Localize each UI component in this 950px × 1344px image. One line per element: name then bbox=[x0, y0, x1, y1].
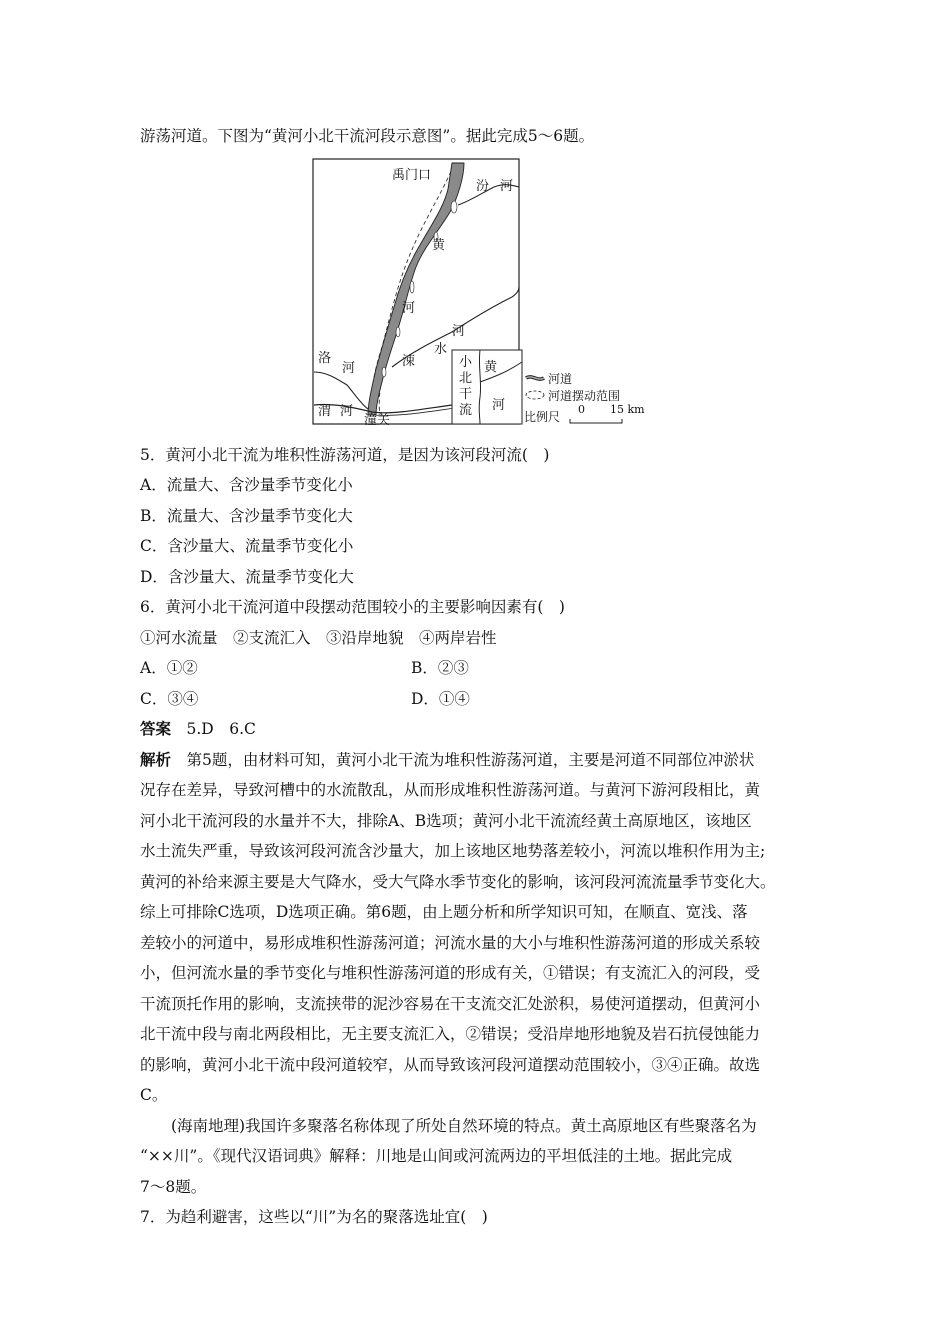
label-fen: 汾 bbox=[476, 179, 490, 194]
passage-line-3: 7～8题。 bbox=[140, 1178, 207, 1196]
inset-xiao: 小 bbox=[459, 355, 473, 370]
analysis-text-8: 小，但河流水量的季节变化与堆积性游荡河道的形成有关，①错误；有支流汇入的河段，受 bbox=[140, 964, 761, 982]
inset-gan: 干 bbox=[459, 387, 473, 402]
yellow-river-map bbox=[312, 157, 652, 429]
q5-option-c: C．含沙量大、流量季节变化小 bbox=[140, 537, 354, 555]
q7-stem: 7．为趋利避害，这些以“川”为名的聚落选址宜( ) bbox=[140, 1208, 488, 1226]
label-he-su: 河 bbox=[452, 324, 466, 339]
q5-stem: 5．黄河小北干流为堆积性游荡河道，是因为该河段河流( ) bbox=[140, 446, 550, 464]
q6-option-b: B．②③ bbox=[411, 659, 469, 677]
q5-option-d: D．含沙量大、流量季节变化大 bbox=[140, 568, 354, 586]
q5-option-a: A．流量大、含沙量季节变化小 bbox=[140, 476, 353, 494]
analysis-line-1 bbox=[140, 749, 754, 771]
scale-value: 15 km bbox=[610, 403, 645, 416]
scale-label: 比例尺 bbox=[524, 410, 561, 424]
inset-liu: 流 bbox=[459, 403, 473, 418]
analysis-label: 解析 bbox=[140, 750, 172, 769]
analysis-text-7: 差较小的河道中，易形成堆积性游荡河道；河流水量的大小与堆积性游荡河道的形成关系较 bbox=[140, 934, 761, 952]
answer-label: 答案 bbox=[140, 719, 172, 738]
analysis-text-5: 黄河的补给来源主要是大气降水，受大气降水季节变化的影响，该河段河流流量季节变化大。 bbox=[140, 873, 776, 891]
answer-text: 5.D 6.C bbox=[171, 720, 256, 738]
legend bbox=[524, 372, 645, 424]
q6-option-d: D．①④ bbox=[411, 690, 470, 708]
analysis-text-10: 北干流中段与南北两段相比，无主要支流汇入，②错误；受沿岸地形地貌及岩石抗侵蚀能力 bbox=[140, 1025, 761, 1043]
inset-huang: 黄 bbox=[484, 360, 498, 375]
label-huang: 黄 bbox=[432, 238, 446, 253]
q6-stem: 6．黄河小北干流河道中段摆动范围较小的主要影响因素有( ) bbox=[140, 598, 565, 616]
legend-range: 河道摆动范围 bbox=[548, 389, 621, 403]
analysis-text-2: 况存在差异，导致河槽中的水流散乱，从而形成堆积性游荡河道。与黄河下游河段相比，黄 bbox=[140, 781, 761, 799]
passage-line-2: “××川”。《现代汉语词典》解释：川地是山间或河流两边的平坦低洼的土地。据此完成 bbox=[140, 1147, 733, 1165]
label-yumenkou: 禹门口 bbox=[392, 168, 432, 183]
intro-text: 游荡河道。下图为“黄河小北干流河段示意图”。据此完成5～6题。 bbox=[140, 127, 595, 145]
analysis-text-6: 综上可排除C选项，D选项正确。第6题，由上题分析和所学知识可知，在顺直、宽浅、落 bbox=[140, 903, 748, 921]
label-tongguan: 潼关 bbox=[364, 413, 391, 428]
q6-items: ①河水流量 ②支流汇入 ③沿岸地貌 ④两岸岩性 bbox=[140, 629, 497, 647]
analysis-text-11: 的影响，黄河小北干流中段河道较窄，从而导致该河段河道摆动范围较小，③④正确。故选 bbox=[140, 1056, 761, 1074]
answer-line bbox=[140, 718, 256, 740]
legend-channel: 河道 bbox=[548, 372, 573, 386]
label-su: 涑 bbox=[402, 354, 416, 369]
analysis-text-3: 河小北干流河段的水量并不大，排除A、B选项；黄河小北干流流经黄土高原地区，该地区 bbox=[140, 812, 752, 830]
analysis-text-1: 第5题，由材料可知，黄河小北干流为堆积性游荡河道，主要是河道不同部位冲淤状 bbox=[171, 751, 755, 769]
passage-line-1: (海南地理)我国许多聚落名称体现了所处自然环境的特点。黄土高原地区有些聚落名为 bbox=[140, 1117, 757, 1135]
analysis-text-9: 干流顶托作用的影响，支流挟带的泥沙容易在干支流交汇处淤积，易使河道摆动，但黄河小 bbox=[140, 995, 761, 1013]
label-wei-he: 河 bbox=[340, 404, 354, 419]
label-he-main: 河 bbox=[402, 301, 416, 316]
inset-bei: 北 bbox=[459, 371, 473, 386]
q6-option-c: C．③④ bbox=[140, 690, 199, 708]
analysis-text-12: C。 bbox=[140, 1086, 168, 1104]
label-wei: 渭 bbox=[318, 404, 332, 419]
label-fen-he: 河 bbox=[500, 179, 514, 194]
q5-option-b: B．流量大、含沙量季节变化大 bbox=[140, 507, 353, 525]
inset-he: 河 bbox=[492, 398, 506, 413]
q6-option-a: A．①② bbox=[140, 659, 198, 677]
label-luo-he: 河 bbox=[342, 361, 356, 376]
scale-zero: 0 bbox=[578, 403, 585, 416]
label-luo: 洛 bbox=[318, 351, 332, 366]
label-shui: 水 bbox=[434, 342, 448, 357]
analysis-text-4: 水土流失严重，导致该河段河流含沙量大，加上该地区地势落差较小，河流以堆积作用为主; bbox=[140, 842, 766, 860]
